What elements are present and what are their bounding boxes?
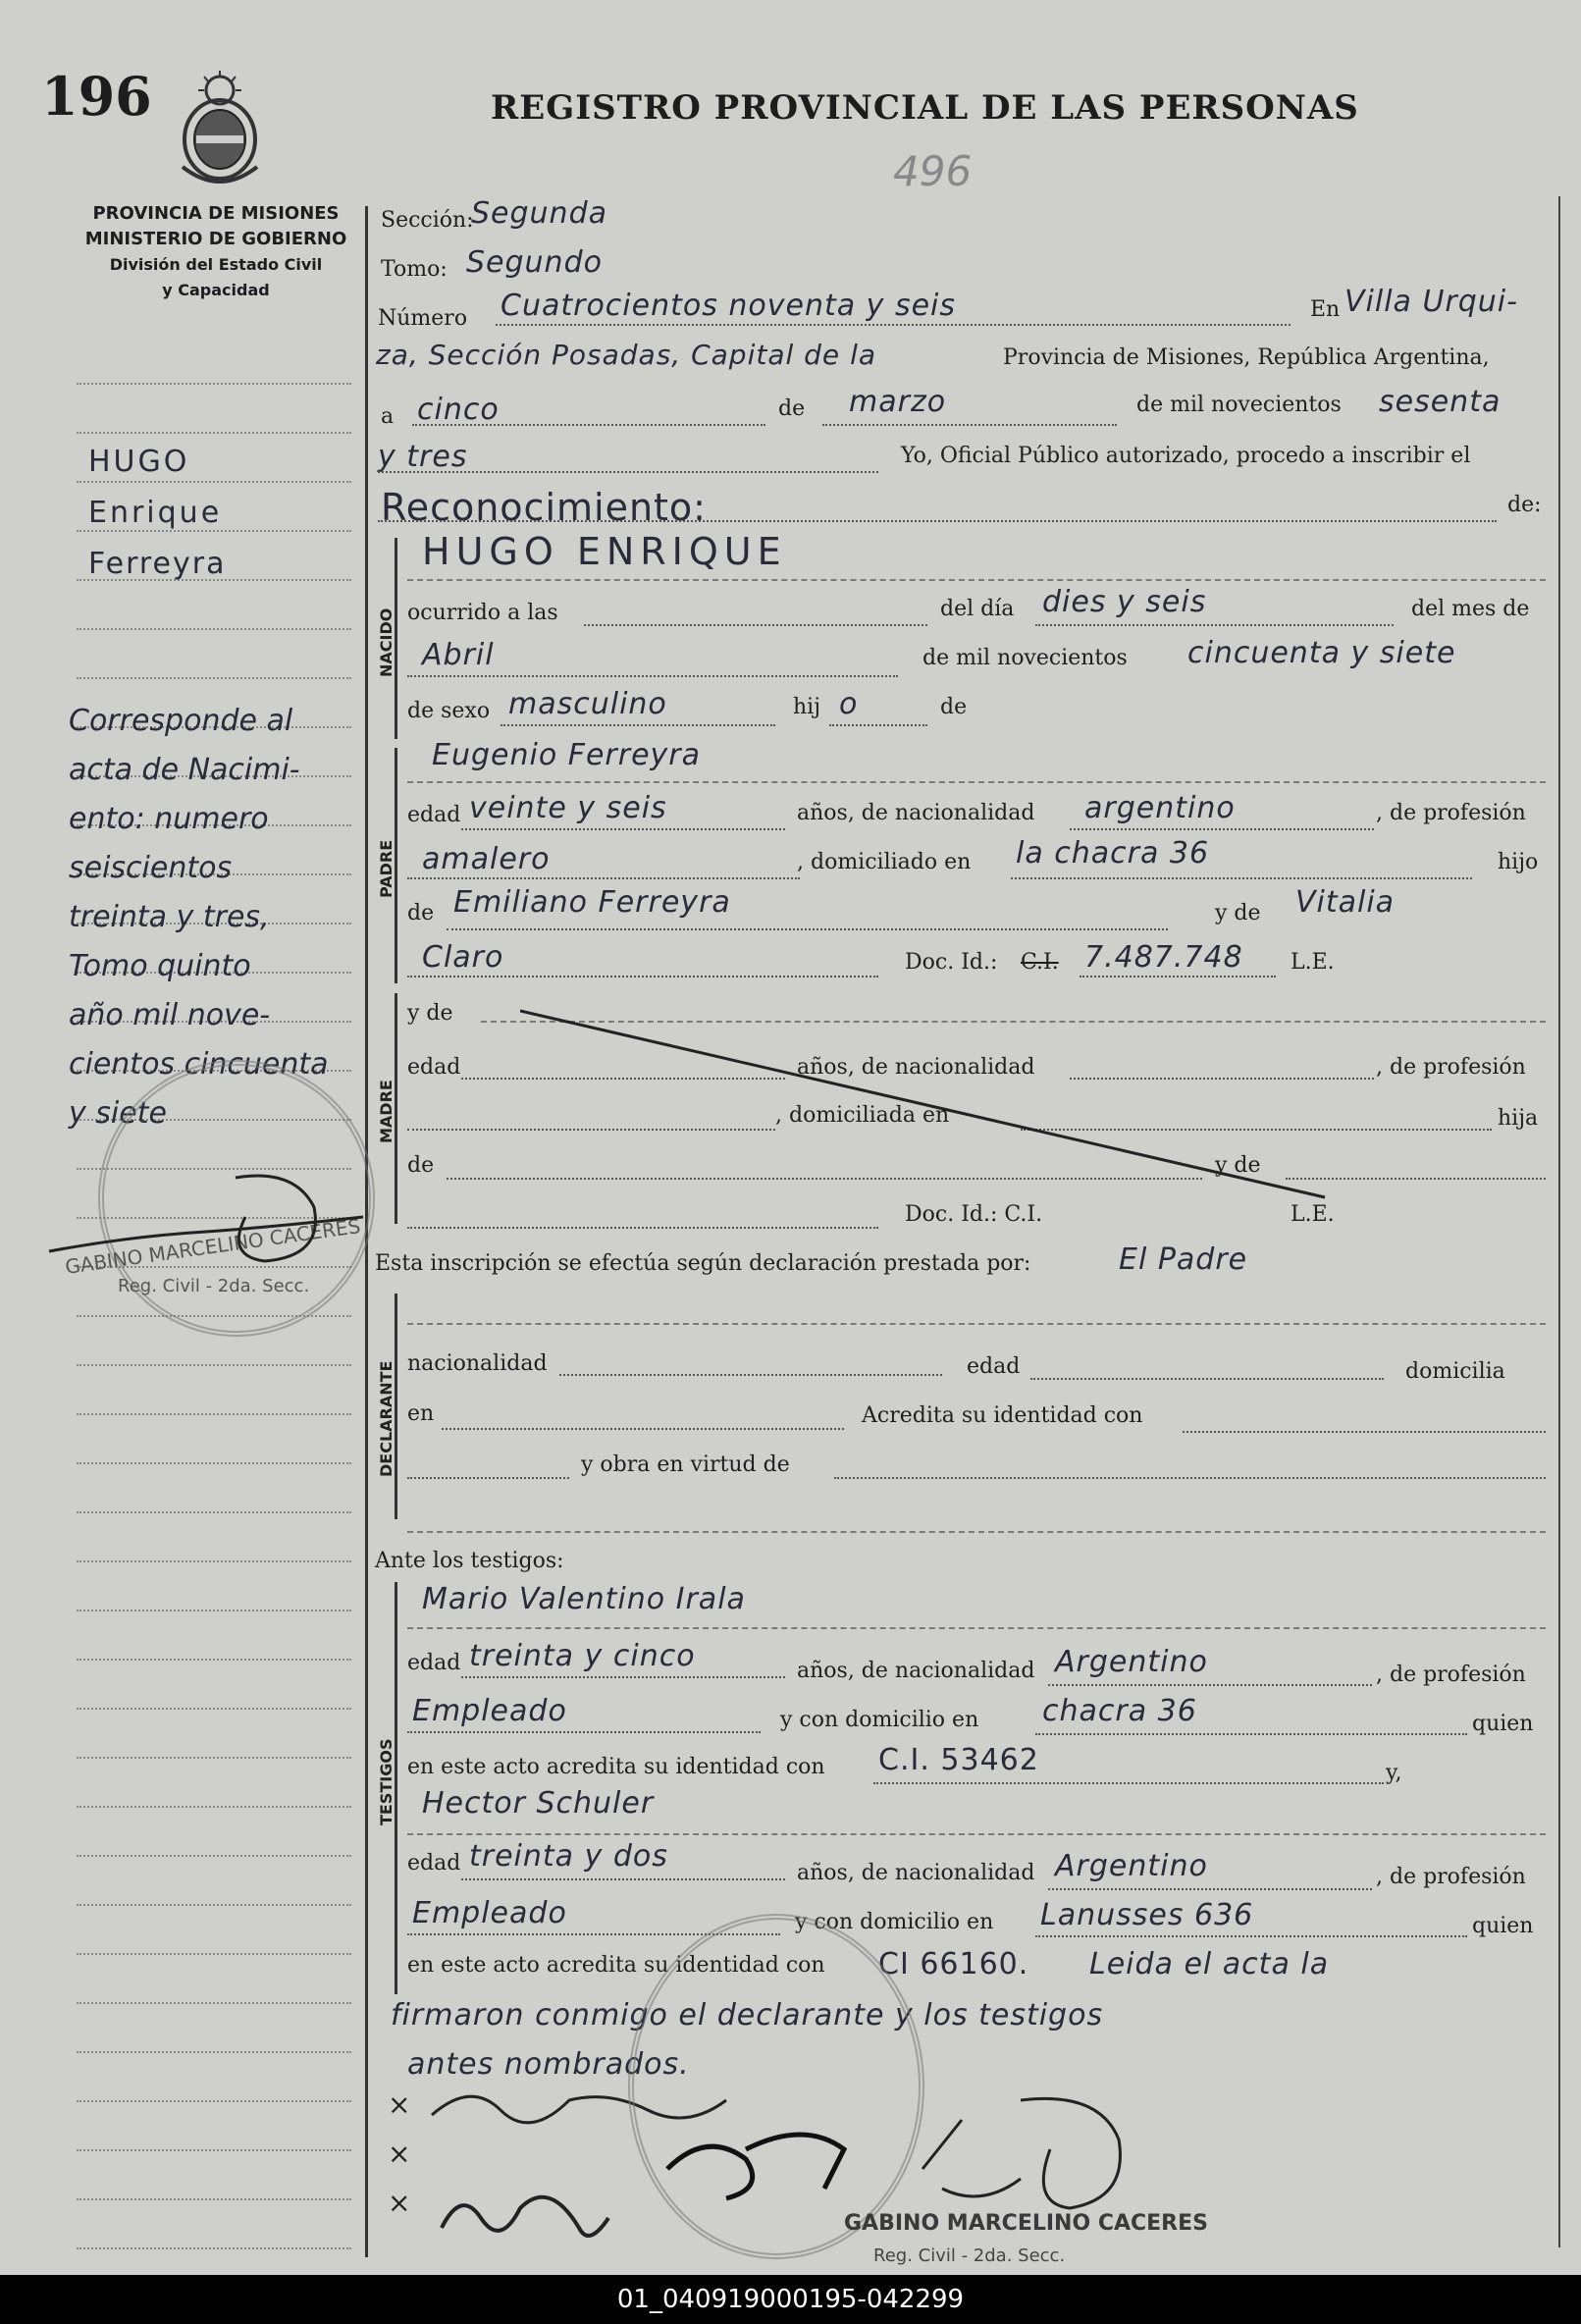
page-number: 196	[41, 65, 152, 128]
declarante-nationality-dotted-line	[559, 1374, 942, 1376]
father-age-value: veinte y seis	[469, 791, 667, 825]
del-mes-label: del mes de	[1411, 597, 1530, 621]
margin-rule-line	[77, 1413, 351, 1415]
hijo-label: hij	[793, 695, 821, 719]
numero-label: Número	[378, 306, 468, 331]
ministry-line-2: MINISTERIO DE GOBIERNO	[84, 229, 347, 249]
witness2-edad-label: edad	[407, 1851, 461, 1875]
margin-rule-line	[77, 1708, 351, 1710]
sign-mark-2: ×	[388, 2138, 411, 2170]
margin-rule-line	[77, 383, 351, 385]
sexo-dotted-line	[501, 724, 775, 726]
testigos-intro: Ante los testigos:	[375, 1549, 564, 1573]
declarante-obra-dotted-line	[834, 1477, 1546, 1479]
seccion-value: Segunda	[471, 196, 607, 231]
declarante-address-dotted-line	[442, 1428, 844, 1430]
margin-rule-line	[77, 1364, 351, 1366]
madre-section-label: MADRE	[377, 1080, 395, 1143]
year-label: de mil novecientos	[1136, 393, 1342, 417]
act-type-dotted-line	[378, 520, 1497, 522]
margin-rule-line	[77, 628, 351, 630]
witness1-edad-label: edad	[407, 1651, 461, 1675]
witness2-name: Hector Schuler	[422, 1786, 655, 1821]
day-value: cinco	[417, 393, 500, 427]
closing-text-c: antes nombrados.	[407, 2047, 690, 2082]
official-seal-bottom	[628, 1914, 924, 2259]
margin-rule-line	[77, 2051, 351, 2053]
margin-note-line-3: ento: numero	[69, 802, 269, 836]
madre-domiciliada-label: , domiciliada en	[775, 1103, 950, 1128]
sexo-label: de sexo	[407, 699, 491, 723]
padre-edad-label: edad	[407, 803, 461, 827]
father-profession-dotted-line	[407, 877, 800, 879]
declarante-age-dotted-line	[1030, 1378, 1384, 1380]
witness1-nationality-value: Argentino	[1055, 1645, 1208, 1679]
father-address-value: la chacra 36	[1016, 836, 1210, 871]
year-value: sesenta	[1379, 385, 1502, 419]
numero-value: Cuatrocientos noventa y seis	[501, 289, 956, 323]
page-title: REGISTRO PROVINCIAL DE LAS PERSONAS	[491, 88, 1359, 128]
ministry-line-4: y Capacidad	[162, 281, 270, 299]
birth-month-dotted-line	[407, 675, 898, 677]
witness2-profession-value: Empleado	[412, 1896, 567, 1930]
declarante-obra-label: y obra en virtud de	[581, 1452, 790, 1477]
margin-note-line-5: treinta y tres,	[69, 900, 270, 934]
margin-name-line-3: Ferreyra	[88, 547, 227, 581]
closing-text-a: Leida el acta la	[1089, 1947, 1330, 1981]
nacido-section-label: NACIDO	[377, 607, 395, 677]
madre-cont-dotted-line	[407, 1227, 878, 1229]
margin-note-line-6: Tomo quinto	[69, 949, 251, 983]
father-profession-value: amalero	[422, 842, 551, 876]
padre-domicilio-label: , domiciliado en	[797, 850, 972, 874]
witness2-quien-label: quien	[1472, 1914, 1534, 1938]
witness1-profession-value: Empleado	[412, 1694, 567, 1728]
witness2-nationality-dotted-line	[1048, 1888, 1372, 1890]
declarante-domicilia-label: domicilia	[1405, 1359, 1505, 1384]
margin-rule-line	[77, 1462, 351, 1464]
a-label: a	[381, 404, 395, 429]
ministry-line-3: División del Estado Civil	[109, 255, 323, 274]
margin-rule-line	[77, 2100, 351, 2102]
month-dotted-line	[822, 424, 1117, 426]
father-nationality-value: argentino	[1084, 791, 1236, 825]
margin-rule-line	[77, 677, 351, 679]
de-label: de	[778, 396, 806, 421]
witness1-name-line	[407, 1627, 1546, 1629]
numero-dotted-line	[496, 324, 1291, 326]
margin-rule-line	[77, 1511, 351, 1513]
witness1-age-value: treinta y cinco	[469, 1639, 696, 1673]
madre-de-label: de	[407, 1153, 435, 1178]
nacido-de-label: de	[940, 695, 968, 719]
en-value: Villa Urqui-	[1344, 285, 1518, 319]
birth-day-value: dies y seis	[1042, 585, 1207, 619]
hijo-value: o	[839, 687, 859, 721]
handwritten-record-number: 496	[893, 147, 973, 195]
witness2-nationality-value: Argentino	[1055, 1849, 1208, 1883]
year-cont-dotted-line	[378, 471, 878, 473]
father-address-dotted-line	[1011, 877, 1472, 879]
sign-mark-3: ×	[388, 2187, 411, 2219]
signatures	[412, 2061, 1581, 2277]
child-name: HUGO ENRIQUE	[422, 530, 787, 573]
witness1-doc-value: C.I. 53462	[878, 1743, 1039, 1777]
margin-stamp-name: GABINO MARCELINO CACERES	[63, 1213, 362, 1280]
birth-year-value: cincuenta y siete	[1187, 636, 1456, 670]
seccion-label: Sección:	[381, 208, 474, 233]
coat-of-arms-emblem	[175, 69, 265, 186]
footer-id-bar	[0, 2275, 1581, 2324]
testigos-section-label: TESTIGOS	[377, 1738, 395, 1825]
padre-nacionalidad-label: años, de nacionalidad	[797, 801, 1035, 825]
madre-le-label: L.E.	[1291, 1202, 1335, 1227]
ocurrido-dotted-line	[584, 624, 927, 626]
ocurrido-label: ocurrido a las	[407, 601, 558, 625]
witness1-name: Mario Valentino Irala	[422, 1582, 746, 1616]
grandmother-name-cont: Claro	[422, 940, 504, 975]
margin-name-line-2: Enrique	[88, 496, 223, 530]
margin-note-line-9: y siete	[69, 1096, 167, 1131]
hijo-dotted-line	[829, 724, 927, 726]
margin-rule-line	[77, 1953, 351, 1955]
padre-doc-label: Doc. Id.:	[905, 950, 998, 975]
birth-year-label: de mil novecientos	[922, 646, 1128, 670]
witness2-address-dotted-line	[1035, 1935, 1467, 1937]
margin-note-line-4: seiscientos	[69, 851, 233, 885]
margin-name-line-1: HUGO	[88, 445, 190, 479]
padre-profesion-label: , de profesión	[1376, 801, 1526, 825]
declarante-nacionalidad-label: nacionalidad	[407, 1351, 548, 1376]
madre-y-de2-label: y de	[1215, 1153, 1261, 1178]
margin-signature	[39, 1158, 373, 1276]
madre-edad-label: edad	[407, 1055, 461, 1080]
margin-note-line-8: cientos cincuenta	[69, 1047, 329, 1082]
de-colon-label: de:	[1507, 493, 1542, 517]
provincia-text: Provincia de Misiones, República Argentina,	[1003, 345, 1490, 370]
footer-id: 01_040919000195-042299	[616, 2285, 965, 2314]
ministry-block	[79, 201, 353, 303]
year-continuation: y tres	[378, 440, 468, 474]
margin-rule-line	[77, 432, 351, 434]
grandfather-dotted-line	[447, 928, 1168, 930]
tomo-value: Segundo	[466, 245, 603, 280]
sexo-value: masculino	[508, 687, 667, 721]
witness1-nationality-dotted-line	[1048, 1684, 1372, 1686]
margin-rule-line	[77, 1610, 351, 1611]
declaracion-value: El Padre	[1119, 1242, 1248, 1277]
padre-de-label: de	[407, 901, 435, 925]
del-dia-label: del día	[940, 597, 1015, 621]
witness2-age-dotted-line	[461, 1878, 785, 1880]
place-continuation: za, Sección Posadas, Capital de la	[376, 339, 876, 371]
padre-doc-type: C.I.	[1021, 950, 1059, 975]
sign-mark-1: ×	[388, 2088, 411, 2121]
birth-day-dotted-line	[1035, 624, 1394, 626]
witness2-acredita-label: en este acto acredita su identidad con	[407, 1953, 825, 1978]
declaracion-line	[407, 1323, 1546, 1325]
padre-hijo-label: hijo	[1498, 850, 1539, 874]
witness1-quien-label: quien	[1472, 1712, 1534, 1736]
margin-rule-line	[77, 2247, 351, 2249]
margin-stamp-office: Reg. Civil - 2da. Secc.	[118, 1276, 310, 1296]
margin-rule-line	[77, 1659, 351, 1661]
declarante-edad-label: edad	[967, 1354, 1021, 1379]
margin-rule-line	[77, 2198, 351, 2200]
bottom-stamp-name: GABINO MARCELINO CACERES	[844, 2211, 1208, 2236]
margin-rule-line	[77, 1560, 351, 1562]
witness1-address-value: chacra 36	[1042, 1694, 1197, 1728]
witness1-y-label: y,	[1386, 1761, 1402, 1785]
witness1-domicilio-label: y con domicilio en	[780, 1708, 979, 1732]
father-name-line	[407, 781, 1546, 783]
right-border	[1558, 196, 1560, 2247]
grandfather-name: Emiliano Ferreyra	[453, 885, 731, 920]
witness1-profession-dotted-line	[407, 1731, 761, 1733]
margin-rule-line	[77, 1904, 351, 1906]
month-value: marzo	[849, 385, 947, 419]
grandmother-cont-dotted-line	[407, 976, 878, 977]
madre-nacionalidad-label: años, de nacionalidad	[797, 1055, 1035, 1080]
madre-hija-label: hija	[1498, 1106, 1539, 1131]
witness1-acredita-label: en este acto acredita su identidad con	[407, 1755, 825, 1779]
margin-name-block	[88, 437, 226, 590]
grandmother-name: Vitalia	[1295, 885, 1396, 920]
closing-text-b: firmaron conmigo el declarante y los testigos	[391, 1998, 1104, 2033]
witness2-domicilio-label: y con domicilio en	[795, 1910, 994, 1934]
margin-note-line-7: año mil nove-	[69, 998, 271, 1032]
madre-y-de-label: y de	[407, 1001, 453, 1026]
father-age-dotted-line	[461, 828, 785, 830]
witness1-age-dotted-line	[461, 1676, 785, 1678]
madre-profesion-label: , de profesión	[1376, 1055, 1526, 1080]
child-name-line	[407, 579, 1546, 581]
margin-note-line-2: acta de Nacimi-	[69, 753, 300, 787]
father-doc-value: 7.487.748	[1084, 940, 1243, 975]
padre-le-label: L.E.	[1291, 950, 1335, 975]
witness1-address-dotted-line	[1035, 1733, 1467, 1735]
father-name: Eugenio Ferreyra	[432, 738, 702, 772]
bottom-stamp-office: Reg. Civil - 2da. Secc.	[873, 2245, 1066, 2266]
declarante-extra-dotted-line	[407, 1477, 569, 1479]
margin-rule-line	[77, 2002, 351, 2004]
madre-doc-label: Doc. Id.: C.I.	[905, 1202, 1043, 1227]
witness1-nacionalidad-label: años, de nacionalidad	[797, 1659, 1035, 1683]
padre-y-de-label: y de	[1215, 901, 1261, 925]
margin-note-line-1: Corresponde al	[69, 704, 293, 738]
father-doc-dotted-line	[1080, 976, 1276, 977]
declarante-id-dotted-line	[1183, 1431, 1546, 1433]
margin-rule-line	[77, 1806, 351, 1808]
ministry-line-1: PROVINCIA DE MISIONES	[92, 203, 340, 224]
witness2-nacionalidad-label: años, de nacionalidad	[797, 1861, 1035, 1885]
margin-rule-line	[77, 2149, 351, 2151]
witness1-doc-dotted-line	[873, 1782, 1384, 1784]
witness2-doc-value: CI 66160.	[878, 1947, 1029, 1981]
birth-month-value: Abril	[422, 638, 495, 672]
declarante-en-label: en	[407, 1401, 435, 1426]
tomo-label: Tomo:	[381, 257, 448, 282]
father-nationality-dotted-line	[1070, 828, 1374, 830]
witness1-profesion-label: , de profesión	[1376, 1663, 1526, 1687]
declarante-acredita-label: Acredita su identidad con	[862, 1403, 1143, 1428]
margin-rule-line	[77, 1757, 351, 1759]
witness2-profesion-label: , de profesión	[1376, 1865, 1526, 1889]
day-dotted-line	[412, 424, 765, 426]
declarante-bottom-line	[407, 1531, 1546, 1533]
margin-rule-line	[77, 1855, 351, 1857]
witness2-name-line	[407, 1833, 1546, 1835]
act-type: Reconocimiento:	[381, 486, 707, 529]
madre-strike-line	[520, 1006, 1335, 1202]
padre-section-label: PADRE	[377, 839, 395, 898]
oficial-text: Yo, Oficial Público autorizado, procedo a inscribir el	[901, 444, 1471, 468]
en-label: En	[1310, 297, 1341, 322]
witness2-age-value: treinta y dos	[469, 1839, 668, 1874]
declarante-section-label: DECLARANTE	[377, 1360, 395, 1477]
declaracion-text: Esta inscripción se efectúa según declaración prestada por:	[375, 1251, 1031, 1276]
witness2-address-value: Lanusses 636	[1040, 1898, 1254, 1932]
